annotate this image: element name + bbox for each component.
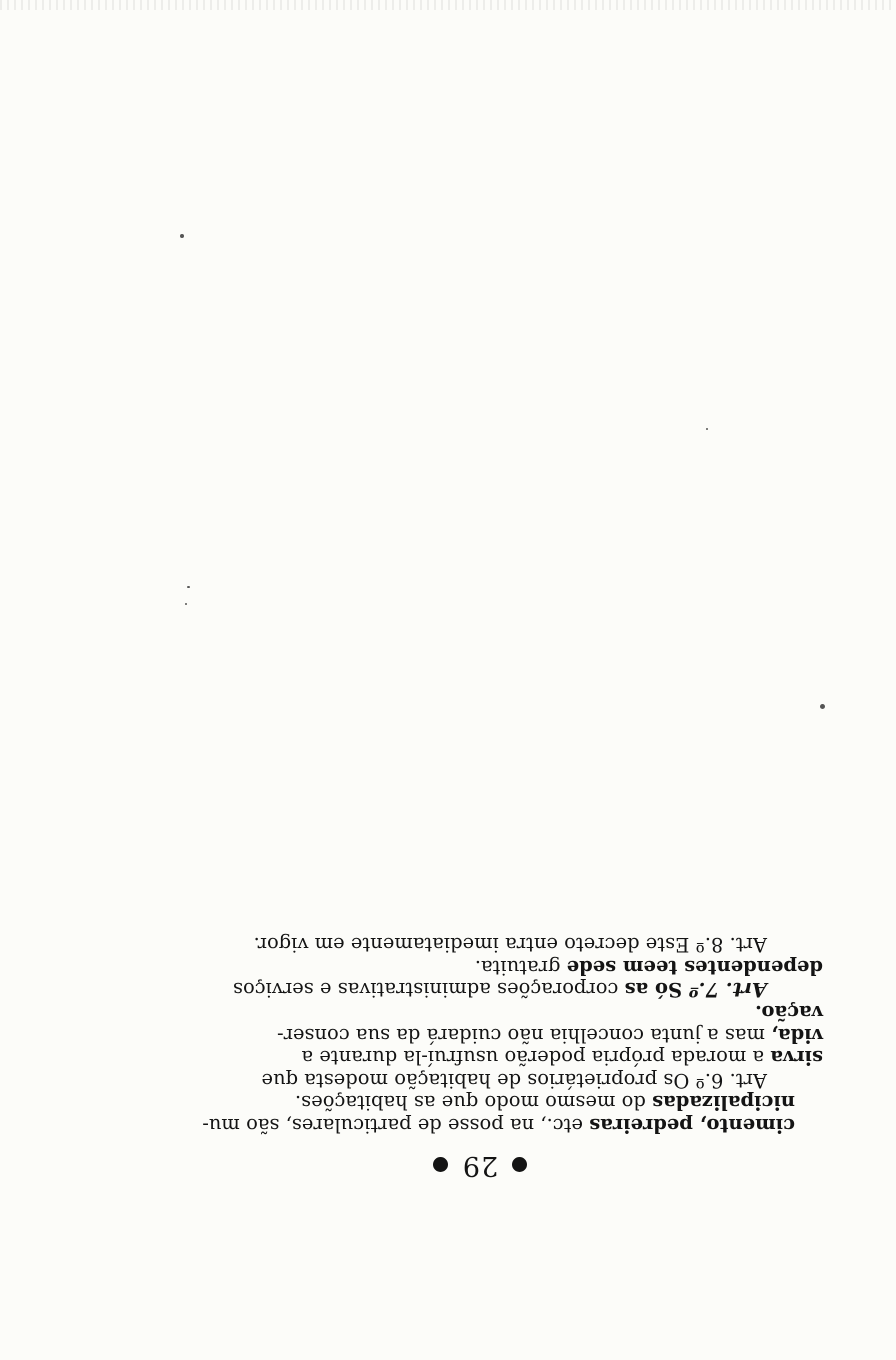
text-fragment: corporações administrativas e serviços xyxy=(232,978,625,1002)
text-fragment: mas a junta concelhia não cuidará da sua conser- xyxy=(277,1023,772,1047)
paragraph-art-6 xyxy=(165,1000,823,1092)
scan-speck xyxy=(820,704,825,709)
scan-speck xyxy=(180,234,184,238)
line xyxy=(295,1091,795,1114)
bold-fragment: vida, xyxy=(771,1023,823,1047)
article-label: Art. 8.º xyxy=(695,933,767,957)
article-label: Art. 6.º xyxy=(695,1068,767,1092)
line xyxy=(233,978,767,1001)
bullet-ornament-right xyxy=(433,1158,448,1173)
line xyxy=(202,1114,795,1137)
scan-speck xyxy=(185,603,187,605)
bullet-ornament-left xyxy=(512,1158,527,1173)
bold-fragment: dependentes teem sede xyxy=(566,955,823,979)
scan-speck xyxy=(706,428,708,430)
text-fragment: Este decreto entra imediatamente em vigor. xyxy=(253,933,696,957)
text-fragment: Os proprietários de habitação modesta que xyxy=(261,1068,696,1092)
paragraph-art-5-end xyxy=(165,1091,795,1136)
paragraph-art-7 xyxy=(165,955,823,1002)
bold-fragment: Só as xyxy=(624,978,689,1002)
scan-edge-noise xyxy=(0,0,896,10)
bold-fragment: nicipalizadas xyxy=(652,1091,795,1115)
line xyxy=(475,955,823,978)
line xyxy=(755,1000,823,1023)
paragraph-art-8 xyxy=(165,933,795,956)
line xyxy=(254,933,767,956)
line xyxy=(301,1046,823,1069)
text-fragment: do mesmo modo que as habitações. xyxy=(294,1091,653,1115)
bold-fragment: cimento, pedreiras xyxy=(589,1114,795,1137)
text-fragment: etc., na posse de particulares, são mu- xyxy=(202,1114,590,1137)
upside-down-text-block xyxy=(165,880,823,1181)
bold-fragment: sirva xyxy=(770,1046,823,1070)
page-number: 29 xyxy=(461,1150,499,1181)
article-label: Art. 7.º xyxy=(688,978,767,1002)
text-fragment: a morada própria poderão usufruí-la durante a xyxy=(301,1046,771,1070)
line xyxy=(262,1069,767,1092)
bold-fragment: vação. xyxy=(755,1001,823,1025)
line xyxy=(277,1023,823,1046)
text-fragment: gratuita. xyxy=(474,955,567,979)
page-number-line xyxy=(165,1150,795,1180)
scan-speck xyxy=(187,586,190,588)
